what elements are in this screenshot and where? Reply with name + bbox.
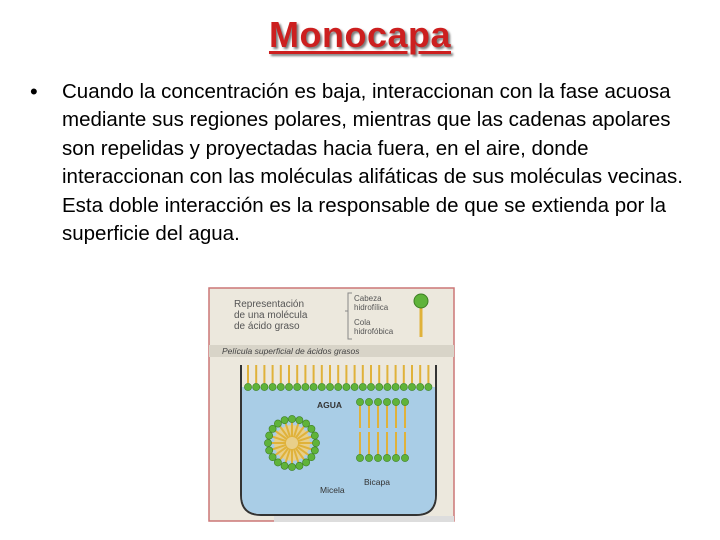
legend-line-3: de ácido graso (234, 321, 300, 332)
legend-molecule-head (414, 294, 428, 308)
tail-label-1: Cola (354, 318, 371, 327)
surface-label: Película superficial de ácidos grasos (222, 346, 360, 356)
legend-line-1: Representación (234, 299, 305, 310)
bullet-text: Cuando la concentración es baja, interaccionan con la fase acuosa mediante sus regiones polares, mientras que las cadenas apolares son repelidas y proyectadas hacia fuera, en el aire, donde interaccionan con las moléculas alifáticas de sus moléculas vecinas. Esta doble interacción es la responsable de que se extienda por la superficie del agua. (62, 80, 684, 246)
head-label-1: Cabeza (354, 294, 382, 303)
bilayer-label: Bicapa (364, 477, 390, 487)
legend-line-2: de una molécula (234, 310, 308, 321)
slide-title: Monocapa (268, 14, 451, 55)
water-label: AGUA (317, 400, 343, 410)
head-label-2: hidrofílica (354, 303, 389, 312)
micelle-label: Micela (320, 485, 345, 495)
bullet-marker: • (30, 79, 38, 104)
surface-monolayer (244, 365, 432, 391)
fatty-acid-figure (208, 287, 458, 523)
tail-label-2: hidrofóbica (354, 327, 394, 336)
